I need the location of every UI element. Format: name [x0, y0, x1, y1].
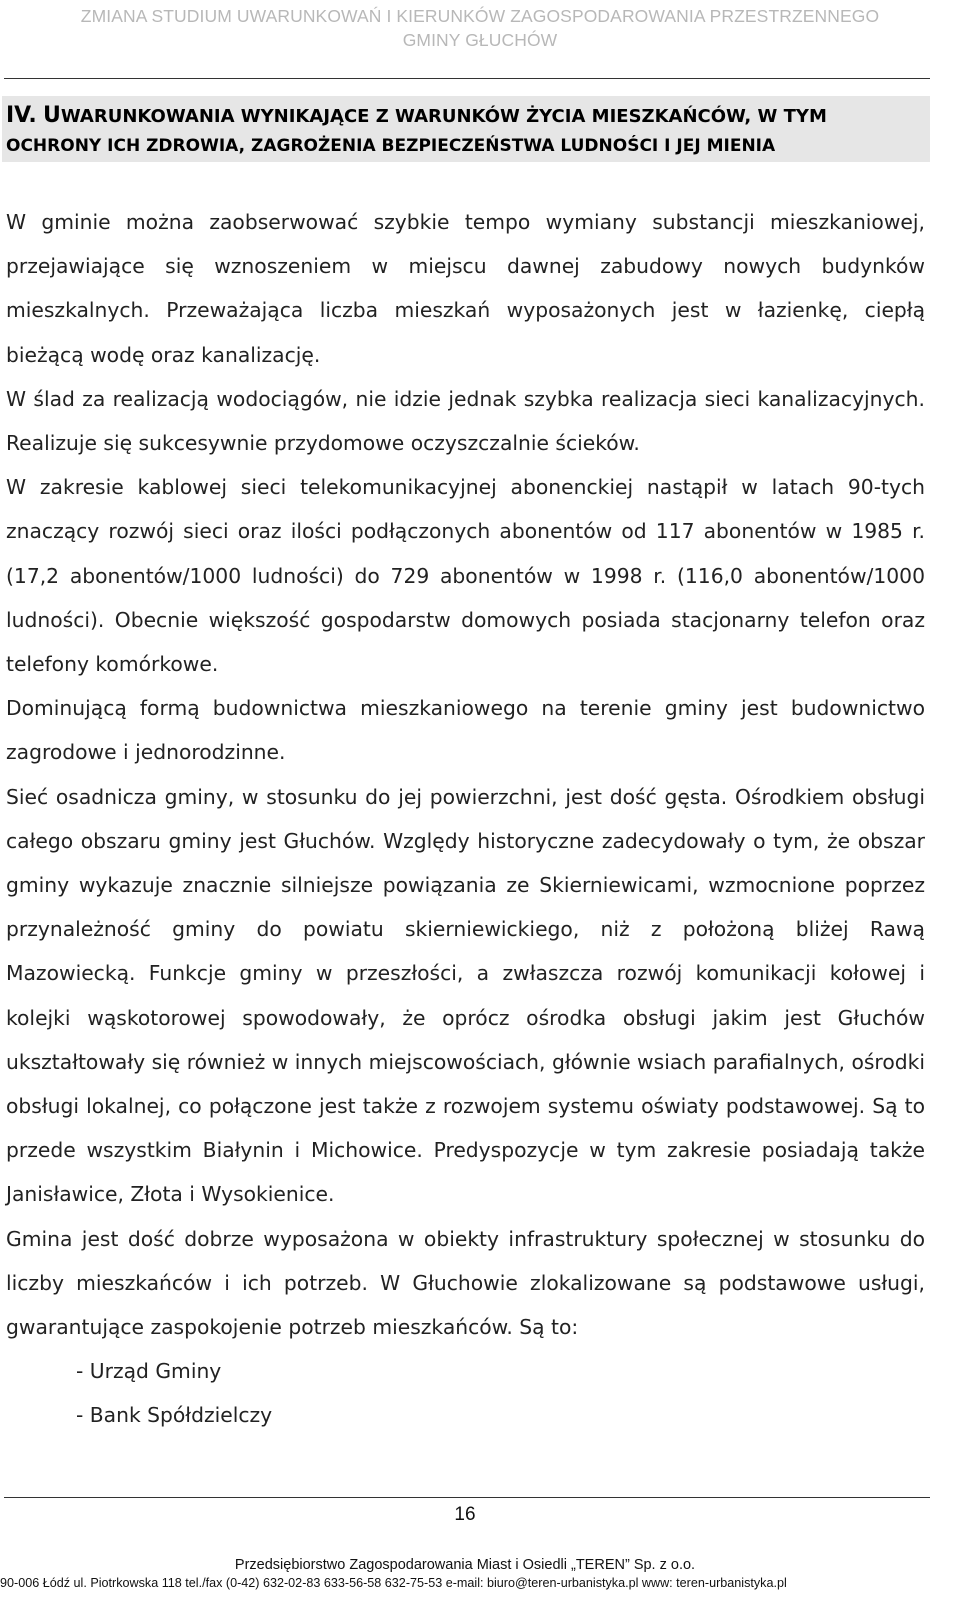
- running-header-line1: ZMIANA STUDIUM UWARUNKOWAŃ I KIERUNKÓW ZAGOSPODAROWANIA PRZESTRZENNEGO: [80, 6, 880, 26]
- paragraph-1: W gminie można zaobserwować szybkie tempo wymiany substancji mieszkaniowej, przejawiające się wznoszeniem w miejscu dawnej zabudowy nowych budynków mieszkalnych. Przeważająca liczba mieszkań wyposażonych jest w łazienkę, ciepłą bieżącą wodę oraz kanalizację.: [6, 210, 925, 367]
- paragraph-6: Gmina jest dość dobrze wyposażona w obiekty infrastruktury społecznej w stosunku do liczby mieszkańców i ich potrzeb. W Głuchowie zlokalizowane są podstawowe usługi, gwarantujące zaspokojenie potrzeb mieszkańców. Są to:: [6, 1226, 925, 1340]
- footer-company: Przedsiębiorstwo Zagospodarowania Miast i Osiedli „TEREN” Sp. z o.o.: [234, 1557, 696, 1573]
- paragraph-4: Dominującą formą budownictwa mieszkaniowego na terenie gminy jest budownictwo zagrodowe i jednorodzinne.: [6, 696, 925, 765]
- header-divider: [4, 78, 930, 79]
- footer-address: 90-006 Łódź ul. Piotrkowska 118 tel./fax (0-42) 632-02-83 633-56-58 632-75-53 e-mail: biuro@teren-urbanistyka.pl www: teren-urbanistyka.pl: [0, 1576, 787, 1590]
- section-heading-line1: [6, 102, 827, 131]
- running-header-line2: GMINY GŁUCHÓW: [402, 30, 558, 50]
- page-number: 16: [454, 1504, 476, 1525]
- section-title-initial: U: [43, 103, 61, 128]
- section-title-line2: OCHRONY ICH ZDROWIA, ZAGROŻENIA BEZPIECZEŃSTWA LUDNOŚCI I JEJ MIENIA: [6, 136, 776, 156]
- paragraph-2: W ślad za realizacją wodociągów, nie idzie jednak szybka realizacja sieci kanalizacyjnych. Realizuje się sukcesywnie przydomowe oczyszczalnie ścieków.: [6, 386, 925, 456]
- list-item-urzad-gminy: - Urząd Gminy: [76, 1359, 222, 1384]
- section-heading: [2, 96, 930, 162]
- paragraph-3: W zakresie kablowej sieci telekomunikacyjnej abonenckiej nastąpił w latach 90-tych znaczący rozwój sieci oraz ilości podłączonych abonentów od 117 abonentów w 1985 r. (17,2 abonentów/1000 ludności) do 729 abonentów w 1998 r. (116,0 abonentów/1000 ludności). Obecnie większość gospodarstw domowych posiada stacjonarny telefon oraz telefony komórkowe.: [6, 475, 925, 677]
- footer-divider: [4, 1497, 930, 1498]
- body-text: [6, 200, 925, 1438]
- running-header: [0, 4, 960, 52]
- section-number: IV.: [6, 103, 37, 128]
- paragraph-5: Sieć osadnicza gminy, w stosunku do jej powierzchni, jest dość gęsta. Ośrodkiem obsługi całego obszaru gminy jest Głuchów. Względy historyczne zadecydowały o tym, że obszar gminy wykazuje znacznie silniejsze powiązania ze Skierniewicami, wzmocnione poprzez przynależność gminy do powiatu skierniewickiego, niż z położoną bliżej Rawą Mazowiecką. Funkcje gminy w przeszłości, a zwłaszcza rozwój komunikacji kołowej i kolejki wąskotorowej spowodowały, że oprócz ośrodka obsługi jakim jest Głuchów ukształtowały się również w innych miejscowościach, głównie wsiach parafialnych, ośrodki obsługi lokalnej, co połączone jest także z rozwojem systemu oświaty podstawowej. Są to przede wszystkim Białynin i Michowice. Predyspozycje w tym zakresie posiadają także Janisławice, Złota i Wysokienice.: [6, 784, 925, 1207]
- list-item-bank: - Bank Spółdzielczy: [76, 1403, 273, 1428]
- section-title-line1: WARUNKOWANIA WYNIKAJĄCE Z WARUNKÓW ŻYCIA MIESZKAŃCÓW, W TYM: [60, 106, 827, 127]
